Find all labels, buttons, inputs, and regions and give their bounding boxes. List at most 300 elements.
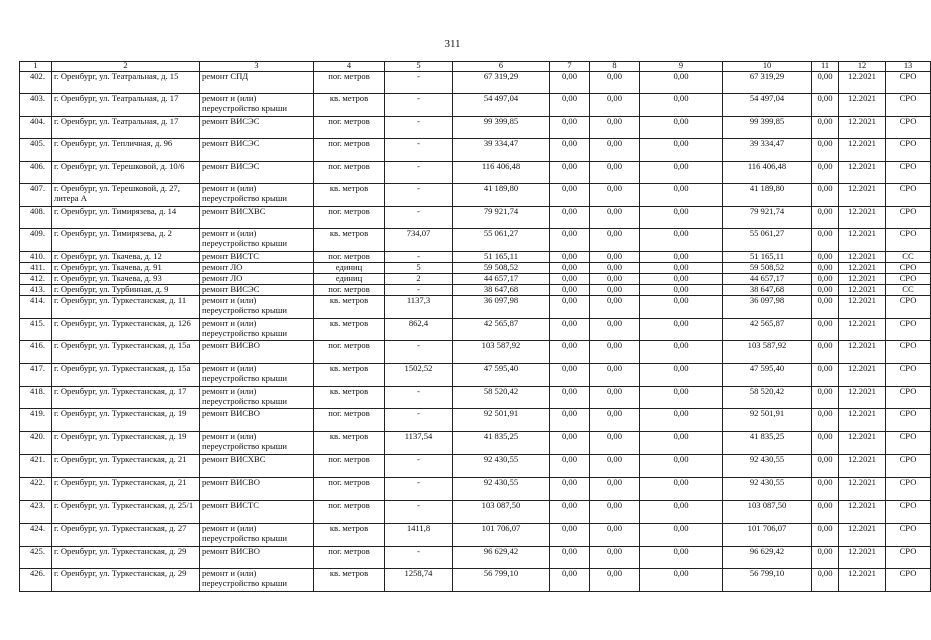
fund-cell: 0,00 [550,207,590,229]
regional-cell: 0,00 [640,296,723,319]
unit-cell: пог. метров [314,207,385,229]
other-funds-cell: 0,00 [812,501,839,524]
volume-cell: - [385,184,453,207]
total-cost-cell: 99 399,85 [453,117,550,139]
work-type-cell: ремонт и (или) переустройство крыши [200,524,314,547]
unit-cell: пог. метров [314,455,385,478]
total-cost-cell: 92 501,91 [453,409,550,432]
unit-cell: кв. метров [314,569,385,592]
table-row [20,184,931,207]
federal-cell: 0,00 [590,432,640,455]
program-cell: СРО [886,364,931,387]
program-cell: СРО [886,207,931,229]
federal-cell: 0,00 [590,184,640,207]
work-type-cell: ремонт и (или) переустройство крыши [200,432,314,455]
fund-cell: 0,00 [550,478,590,501]
total-cost-cell: 67 319,29 [453,72,550,94]
volume-cell: 862,4 [385,319,453,341]
volume-cell: - [385,409,453,432]
regional-cell: 0,00 [640,478,723,501]
regional-cell: 0,00 [640,229,723,252]
unit-cell: кв. метров [314,184,385,207]
work-type-cell: ремонт и (или) переустройство крыши [200,569,314,592]
table-row [20,263,931,274]
row-number-cell: 412. [20,274,52,285]
table-body [20,62,931,592]
unit-cell: кв. метров [314,229,385,252]
table-row [20,94,931,117]
table-row [20,364,931,387]
column-number-cell: 8 [590,62,640,72]
program-cell: СРО [886,569,931,592]
row-number-cell: 416. [20,341,52,364]
completion-date-cell: 12.2021 [839,319,886,341]
program-cell: СС [886,285,931,296]
address-cell: г. Оренбург, ул. Ткачева, д. 91 [52,263,200,274]
unit-cell: кв. метров [314,524,385,547]
federal-cell: 0,00 [590,252,640,263]
work-type-cell: ремонт и (или) переустройство крыши [200,229,314,252]
fund-cell: 0,00 [550,501,590,524]
program-cell: СРО [886,524,931,547]
unit-cell: пог. метров [314,547,385,569]
owner-funds-cell: 56 799,10 [723,569,812,592]
owner-funds-cell: 41 189,80 [723,184,812,207]
table-row [20,478,931,501]
work-type-cell: ремонт и (или) переустройство крыши [200,364,314,387]
column-number-cell: 1 [20,62,52,72]
work-type-cell: ремонт ВИСЭС [200,285,314,296]
completion-date-cell: 12.2021 [839,285,886,296]
work-type-cell: ремонт ВИСВО [200,409,314,432]
column-number-row [20,62,931,72]
completion-date-cell: 12.2021 [839,184,886,207]
unit-cell: кв. метров [314,94,385,117]
work-type-cell: ремонт СПД [200,72,314,94]
volume-cell: 734,07 [385,229,453,252]
volume-cell: - [385,94,453,117]
federal-cell: 0,00 [590,296,640,319]
table-row [20,319,931,341]
work-type-cell: ремонт и (или) переустройство крыши [200,184,314,207]
address-cell: г. Оренбург, ул. Туркестанская, д. 15а [52,341,200,364]
total-cost-cell: 54 497,04 [453,94,550,117]
program-cell: СРО [886,162,931,184]
other-funds-cell: 0,00 [812,139,839,162]
owner-funds-cell: 99 399,85 [723,117,812,139]
owner-funds-cell: 42 565,87 [723,319,812,341]
owner-funds-cell: 51 165,11 [723,252,812,263]
table-row [20,207,931,229]
completion-date-cell: 12.2021 [839,409,886,432]
unit-cell: кв. метров [314,432,385,455]
program-cell: СРО [886,478,931,501]
address-cell: г. Оренбург, ул. Ткачева, д. 93 [52,274,200,285]
other-funds-cell: 0,00 [812,296,839,319]
volume-cell: - [385,207,453,229]
fund-cell: 0,00 [550,117,590,139]
program-cell: СРО [886,409,931,432]
row-number-cell: 414. [20,296,52,319]
owner-funds-cell: 39 334,47 [723,139,812,162]
completion-date-cell: 12.2021 [839,478,886,501]
unit-cell: пог. метров [314,72,385,94]
fund-cell: 0,00 [550,296,590,319]
volume-cell: 1411,8 [385,524,453,547]
table-row [20,524,931,547]
completion-date-cell: 12.2021 [839,296,886,319]
owner-funds-cell: 38 647,68 [723,285,812,296]
owner-funds-cell: 92 430,55 [723,455,812,478]
federal-cell: 0,00 [590,263,640,274]
unit-cell: пог. метров [314,252,385,263]
table-row [20,409,931,432]
column-number-cell: 11 [812,62,839,72]
federal-cell: 0,00 [590,72,640,94]
program-cell: СРО [886,117,931,139]
unit-cell: единиц [314,274,385,285]
other-funds-cell: 0,00 [812,478,839,501]
fund-cell: 0,00 [550,455,590,478]
address-cell: г. Оренбург, ул. Турбинная, д. 9 [52,285,200,296]
regional-cell: 0,00 [640,547,723,569]
regional-cell: 0,00 [640,162,723,184]
other-funds-cell: 0,00 [812,162,839,184]
regional-cell: 0,00 [640,117,723,139]
unit-cell: пог. метров [314,117,385,139]
total-cost-cell: 41 835,25 [453,432,550,455]
row-number-cell: 420. [20,432,52,455]
row-number-cell: 413. [20,285,52,296]
volume-cell: 5 [385,263,453,274]
other-funds-cell: 0,00 [812,524,839,547]
federal-cell: 0,00 [590,274,640,285]
regional-cell: 0,00 [640,569,723,592]
total-cost-cell: 103 587,92 [453,341,550,364]
volume-cell: - [385,252,453,263]
completion-date-cell: 12.2021 [839,524,886,547]
federal-cell: 0,00 [590,94,640,117]
program-cell: СРО [886,139,931,162]
federal-cell: 0,00 [590,117,640,139]
volume-cell: 1258,74 [385,569,453,592]
unit-cell: пог. метров [314,409,385,432]
other-funds-cell: 0,00 [812,341,839,364]
fund-cell: 0,00 [550,229,590,252]
completion-date-cell: 12.2021 [839,229,886,252]
row-number-cell: 409. [20,229,52,252]
work-type-cell: ремонт ВИСЭС [200,139,314,162]
address-cell: г. Оренбург, ул. Туркестанская, д. 17 [52,387,200,409]
regional-cell: 0,00 [640,285,723,296]
regional-cell: 0,00 [640,94,723,117]
column-number-cell: 12 [839,62,886,72]
capital-repair-table [19,61,931,592]
table-row [20,296,931,319]
federal-cell: 0,00 [590,455,640,478]
completion-date-cell: 12.2021 [839,252,886,263]
column-number-cell: 9 [640,62,723,72]
regional-cell: 0,00 [640,341,723,364]
address-cell: г. Оренбург, ул. Туркестанская, д. 19 [52,432,200,455]
federal-cell: 0,00 [590,139,640,162]
fund-cell: 0,00 [550,252,590,263]
program-cell: СРО [886,72,931,94]
program-cell: СРО [886,547,931,569]
other-funds-cell: 0,00 [812,72,839,94]
federal-cell: 0,00 [590,478,640,501]
federal-cell: 0,00 [590,162,640,184]
address-cell: г. Оренбург, ул. Терешковой, д. 10/6 [52,162,200,184]
unit-cell: кв. метров [314,319,385,341]
row-number-cell: 407. [20,184,52,207]
total-cost-cell: 39 334,47 [453,139,550,162]
table-row [20,252,931,263]
program-cell: СРО [886,184,931,207]
other-funds-cell: 0,00 [812,94,839,117]
total-cost-cell: 92 430,55 [453,478,550,501]
regional-cell: 0,00 [640,263,723,274]
address-cell: г. Оренбург, ул. Терешковой, д. 27, литера А [52,184,200,207]
total-cost-cell: 51 165,11 [453,252,550,263]
program-cell: СРО [886,455,931,478]
fund-cell: 0,00 [550,387,590,409]
volume-cell: - [385,285,453,296]
work-type-cell: ремонт ВИСТС [200,252,314,263]
address-cell: г. Оренбург, ул. Туркестанская, д. 19 [52,409,200,432]
program-cell: СРО [886,274,931,285]
program-cell: СРО [886,319,931,341]
fund-cell: 0,00 [550,524,590,547]
owner-funds-cell: 92 430,55 [723,478,812,501]
address-cell: г. Оренбург, ул. Туркестанская, д. 15а [52,364,200,387]
completion-date-cell: 12.2021 [839,139,886,162]
work-type-cell: ремонт ВИСХВС [200,207,314,229]
federal-cell: 0,00 [590,409,640,432]
other-funds-cell: 0,00 [812,364,839,387]
completion-date-cell: 12.2021 [839,364,886,387]
completion-date-cell: 12.2021 [839,274,886,285]
federal-cell: 0,00 [590,285,640,296]
program-cell: СРО [886,296,931,319]
owner-funds-cell: 47 595,40 [723,364,812,387]
total-cost-cell: 58 520,42 [453,387,550,409]
total-cost-cell: 116 406,48 [453,162,550,184]
row-number-cell: 417. [20,364,52,387]
work-type-cell: ремонт и (или) переустройство крыши [200,94,314,117]
total-cost-cell: 101 706,07 [453,524,550,547]
other-funds-cell: 0,00 [812,285,839,296]
fund-cell: 0,00 [550,569,590,592]
row-number-cell: 419. [20,409,52,432]
other-funds-cell: 0,00 [812,184,839,207]
row-number-cell: 421. [20,455,52,478]
table-row [20,139,931,162]
owner-funds-cell: 103 587,92 [723,341,812,364]
address-cell: г. Оренбург, ул. Театральная, д. 15 [52,72,200,94]
other-funds-cell: 0,00 [812,252,839,263]
completion-date-cell: 12.2021 [839,341,886,364]
volume-cell: - [385,341,453,364]
row-number-cell: 402. [20,72,52,94]
work-type-cell: ремонт ВИСЭС [200,117,314,139]
volume-cell: - [385,139,453,162]
total-cost-cell: 38 647,68 [453,285,550,296]
column-number-cell: 3 [200,62,314,72]
address-cell: г. Оренбург, ул. Театральная, д. 17 [52,117,200,139]
owner-funds-cell: 44 657,17 [723,274,812,285]
volume-cell: - [385,501,453,524]
work-type-cell: ремонт ВИСВО [200,547,314,569]
regional-cell: 0,00 [640,319,723,341]
work-type-cell: ремонт ВИСВО [200,478,314,501]
volume-cell: 1137,54 [385,432,453,455]
fund-cell: 0,00 [550,139,590,162]
regional-cell: 0,00 [640,274,723,285]
regional-cell: 0,00 [640,184,723,207]
federal-cell: 0,00 [590,387,640,409]
other-funds-cell: 0,00 [812,207,839,229]
column-number-cell: 6 [453,62,550,72]
unit-cell: кв. метров [314,296,385,319]
unit-cell: пог. метров [314,501,385,524]
owner-funds-cell: 79 921,74 [723,207,812,229]
owner-funds-cell: 59 508,52 [723,263,812,274]
federal-cell: 0,00 [590,501,640,524]
other-funds-cell: 0,00 [812,455,839,478]
total-cost-cell: 41 189,80 [453,184,550,207]
page-number: 311 [444,38,461,50]
address-cell: г. Оренбург, ул. Тимирязева, д. 2 [52,229,200,252]
owner-funds-cell: 103 087,50 [723,501,812,524]
address-cell: г. Оренбург, ул. Туркестанская, д. 21 [52,455,200,478]
volume-cell: 1137,3 [385,296,453,319]
volume-cell: 2 [385,274,453,285]
fund-cell: 0,00 [550,364,590,387]
fund-cell: 0,00 [550,341,590,364]
owner-funds-cell: 58 520,42 [723,387,812,409]
work-type-cell: ремонт ВИСЭС [200,162,314,184]
row-number-cell: 426. [20,569,52,592]
table-row [20,274,931,285]
row-number-cell: 425. [20,547,52,569]
owner-funds-cell: 36 097,98 [723,296,812,319]
total-cost-cell: 96 629,42 [453,547,550,569]
total-cost-cell: 44 657,17 [453,274,550,285]
completion-date-cell: 12.2021 [839,162,886,184]
owner-funds-cell: 92 501,91 [723,409,812,432]
address-cell: г. Оренбург, ул. Туркестанская, д. 29 [52,547,200,569]
other-funds-cell: 0,00 [812,432,839,455]
federal-cell: 0,00 [590,341,640,364]
table-row [20,285,931,296]
volume-cell: - [385,117,453,139]
volume-cell: - [385,72,453,94]
fund-cell: 0,00 [550,162,590,184]
volume-cell: 1502,52 [385,364,453,387]
row-number-cell: 418. [20,387,52,409]
unit-cell: пог. метров [314,341,385,364]
program-cell: СРО [886,501,931,524]
regional-cell: 0,00 [640,524,723,547]
completion-date-cell: 12.2021 [839,569,886,592]
other-funds-cell: 0,00 [812,547,839,569]
address-cell: г. Оренбург, ул. Туркестанская, д. 126 [52,319,200,341]
completion-date-cell: 12.2021 [839,117,886,139]
volume-cell: - [385,478,453,501]
owner-funds-cell: 67 319,29 [723,72,812,94]
address-cell: г. Оренбург, ул. Туркестанская, д. 29 [52,569,200,592]
address-cell: г. Оренбург, ул. Ткачева, д. 12 [52,252,200,263]
table-row [20,547,931,569]
table-row [20,455,931,478]
other-funds-cell: 0,00 [812,229,839,252]
total-cost-cell: 103 087,50 [453,501,550,524]
total-cost-cell: 79 921,74 [453,207,550,229]
fund-cell: 0,00 [550,263,590,274]
federal-cell: 0,00 [590,229,640,252]
federal-cell: 0,00 [590,207,640,229]
completion-date-cell: 12.2021 [839,547,886,569]
volume-cell: - [385,455,453,478]
regional-cell: 0,00 [640,387,723,409]
work-type-cell: ремонт ВИСТС [200,501,314,524]
owner-funds-cell: 41 835,25 [723,432,812,455]
regional-cell: 0,00 [640,432,723,455]
regional-cell: 0,00 [640,139,723,162]
regional-cell: 0,00 [640,364,723,387]
total-cost-cell: 92 430,55 [453,455,550,478]
unit-cell: кв. метров [314,364,385,387]
completion-date-cell: 12.2021 [839,501,886,524]
address-cell: г. Оренбург, ул. Театральная, д. 17 [52,94,200,117]
other-funds-cell: 0,00 [812,387,839,409]
program-cell: СС [886,252,931,263]
program-cell: СРО [886,432,931,455]
owner-funds-cell: 54 497,04 [723,94,812,117]
table-row [20,72,931,94]
unit-cell: единиц [314,263,385,274]
row-number-cell: 403. [20,94,52,117]
program-cell: СРО [886,387,931,409]
volume-cell: - [385,162,453,184]
owner-funds-cell: 116 406,48 [723,162,812,184]
work-type-cell: ремонт ЛО [200,263,314,274]
federal-cell: 0,00 [590,364,640,387]
other-funds-cell: 0,00 [812,319,839,341]
work-type-cell: ремонт и (или) переустройство крыши [200,296,314,319]
unit-cell: кв. метров [314,387,385,409]
program-cell: СРО [886,263,931,274]
completion-date-cell: 12.2021 [839,263,886,274]
work-type-cell: ремонт ВИСВО [200,341,314,364]
address-cell: г. Оренбург, ул. Тимирязева, д. 14 [52,207,200,229]
program-cell: СРО [886,229,931,252]
table-row [20,432,931,455]
owner-funds-cell: 96 629,42 [723,547,812,569]
volume-cell: - [385,547,453,569]
federal-cell: 0,00 [590,524,640,547]
table-row [20,387,931,409]
regional-cell: 0,00 [640,252,723,263]
address-cell: г. Оренбург, ул. Туркестанская, д. 27 [52,524,200,547]
owner-funds-cell: 55 061,27 [723,229,812,252]
regional-cell: 0,00 [640,455,723,478]
fund-cell: 0,00 [550,285,590,296]
total-cost-cell: 55 061,27 [453,229,550,252]
other-funds-cell: 0,00 [812,263,839,274]
completion-date-cell: 12.2021 [839,387,886,409]
